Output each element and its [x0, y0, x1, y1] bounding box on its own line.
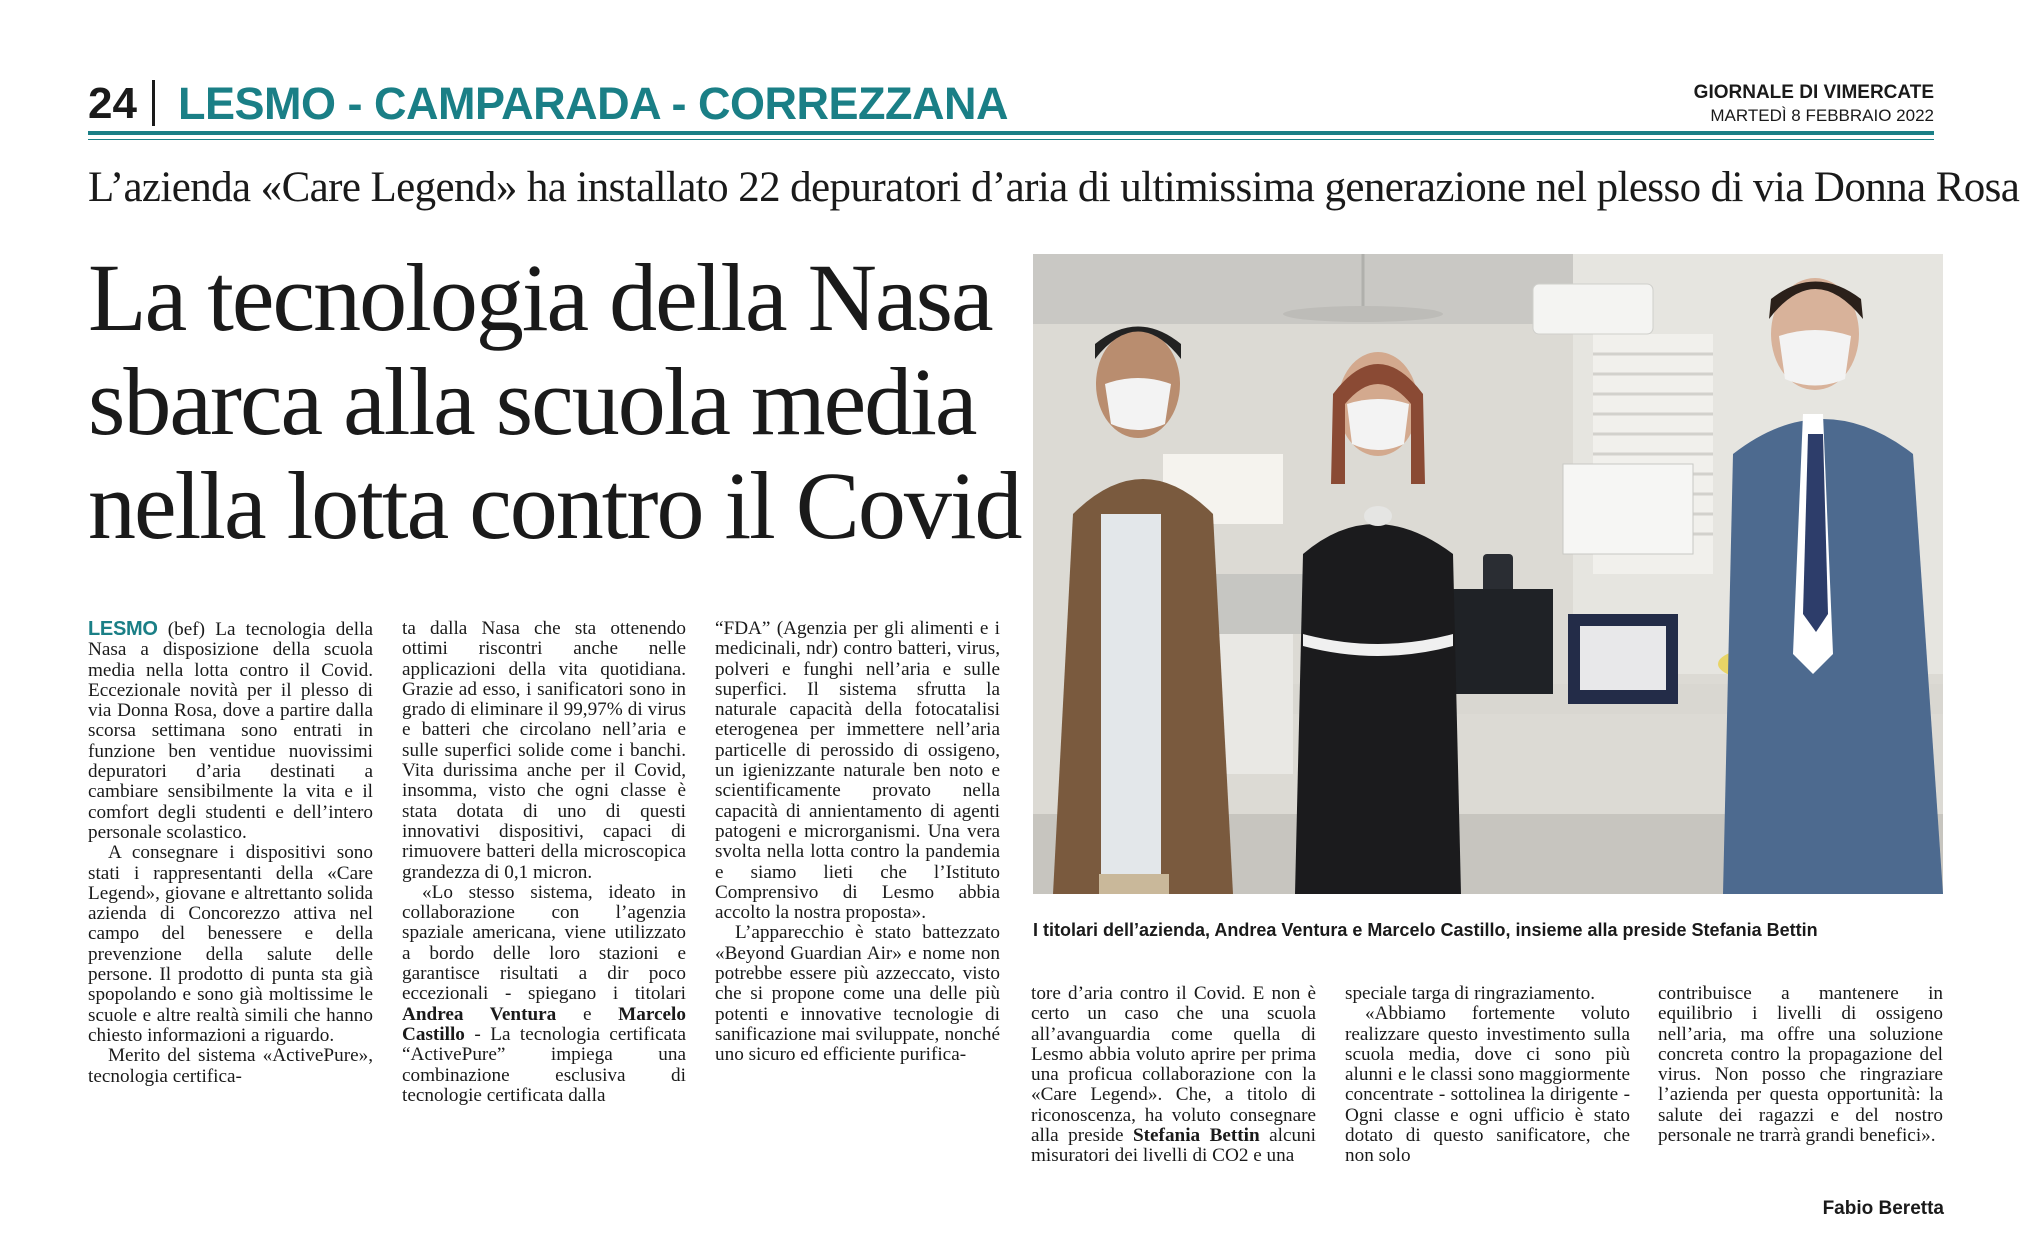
newspaper-name: GIORNALE DI VIMERCATE — [1693, 82, 1934, 103]
person-name: Stefania Bettin — [1132, 1125, 1260, 1147]
article-column-4 — [1031, 984, 1316, 1167]
article-column-2 — [402, 619, 686, 1106]
person-name: Marcelo Castillo — [402, 1003, 686, 1045]
article-column-1 — [88, 619, 373, 1087]
header-divider — [152, 80, 155, 126]
photo-illustration — [1033, 254, 1943, 894]
header-rule — [88, 131, 1934, 135]
section-title: LESMO - CAMPARADA - CORREZZANA — [178, 78, 1008, 129]
paragraph: contribuisce a mantenere in equilibrio i livelli di ossigeno nell’aria, ma offre una soluzione concreta contro la propagazione del virus. Non posso che ringraziare l’azienda per questa opportunità: la salute dei ragazzi e del nostro personale ne trarrà grandi benefici». — [1658, 983, 1943, 1147]
article-kicker: L’azienda «Care Legend» ha installato 22 depuratori d’aria di ultimissima generazione nel plesso di via Donna Rosa — [88, 164, 2020, 211]
paragraph — [1031, 984, 1316, 1167]
paragraph-text: alcuni misuratori dei livelli di CO2 e una — [1031, 1125, 1316, 1167]
header-rule-thin — [88, 139, 1934, 140]
paragraph — [88, 619, 373, 843]
article-photo — [1033, 254, 1943, 894]
paragraph: L’apparecchio è stato battezzato «Beyond Guardian Air» e nome non potrebbe essere più azzeccato, visto che si propone come una delle più potenti e innovative tecnologie di sanificazione mai sviluppate, nonché uno sicuro ed efficiente purifica- — [715, 922, 1000, 1066]
article-column-5 — [1345, 984, 1630, 1167]
article-column-6 — [1658, 984, 1943, 1146]
paragraph: Merito del sistema «ActivePure», tecnologia certifica- — [88, 1045, 373, 1087]
paragraph: speciale targa di ringraziamento. — [1345, 983, 1596, 1004]
article-column-3 — [715, 619, 1000, 1066]
paragraph-text: e — [556, 1003, 619, 1025]
paragraph-text: - La tecnologia certificata “ActivePure” impiega una combinazione esclusiva di tecnologie certificata dalla — [402, 1023, 686, 1106]
dateline-place: LESMO — [88, 618, 158, 640]
paragraph: ta dalla Nasa che sta ottenendo ottimi riscontri anche nelle applicazioni della vita quotidiana. Grazie ad esso, i sanificatori sono in grado di eliminare il 99,97% di virus e batteri che circolano nell’aria e sulle superfici solide come i banchi. Vita durissima anche per il Covid, insomma, visto che ogni classe è stata dotata di uno di questi innovativi dispositivi, capaci di rimuovere batteri della microscopica grandezza di 0,1 micron. — [402, 618, 686, 883]
paragraph: «Abbiamo fortemente voluto realizzare questo investimento sulla scuola media, dove ci sono più alunni e le classi sono maggiormente concentrate - sottolinea la dirigente - Ogni classe e ogni ufficio è stato dotato di questo sanificatore, che non solo — [1345, 1003, 1630, 1167]
photo-caption: I titolari dell’azienda, Andrea Ventura e Marcelo Castillo, insieme alla preside Stefania Bettin — [1033, 920, 1818, 940]
paragraph: A consegnare i dispositivi sono stati i rappresentanti della «Care Legend», giovane e altrettanto solida azienda di Concorezzo attiva nel campo del benessere e della prevenzione della salute delle persone. Il prodotto di punta sta già spopolando e sono già moltissime le scuole e altre realtà simili che hanno chiesto informazioni a riguardo. — [88, 842, 373, 1046]
issue-date: MARTEDÌ 8 FEBBRAIO 2022 — [1710, 106, 1934, 125]
headline-line: sbarca alla scuola media — [88, 348, 976, 455]
page-header — [88, 78, 1934, 130]
paragraph: “FDA” (Agenzia per gli alimenti e i medicinali, ndr) contro batteri, virus, polveri e funghi nell’aria e sulle superfici. Il sistema sfrutta la naturale capacità della fotocatalisi eterogenea per immettere nell’aria particelle di perossido di ossigeno, un igienizzante naturale ben noto e scientificamente provato nella capacità di annientamento di agenti patogeni e microrganismi. Una vera svolta nella lotta contro la pandemia e siamo lieti che l’Istituto Comprensivo di Lesmo abbia accolto la nostra proposta». — [715, 618, 1000, 924]
page-number: 24 — [88, 79, 137, 128]
article-headline — [88, 244, 1021, 559]
paragraph-text: (bef) La tecnologia della Nasa a disposizione della scuola media nella lotta contro il Covid. Eccezionale novità per il plesso di via Donna Rosa, dove a partire dalla scorsa settimana sono entrati in funzione ben ventidue nuovissimi depuratori d’aria destinati a cambiare sensibilmente la vita e il comfort degli studenti e dell’intero personale scolastico. — [88, 619, 373, 843]
paragraph-text: «Lo stesso sistema, ideato in collaborazione con l’agenzia spaziale americana, viene utilizzato a bordo delle loro stazioni e garantisce risultati a dir poco eccezionali - spiegano i titolari — [402, 881, 686, 1005]
person-name: Andrea Ventura — [402, 1003, 557, 1025]
paragraph-text: tore d’aria contro il Covid. E non è certo un caso che una scuola all’avanguardia come quella di Lesmo abbia voluto aprire per prima una proficua collaborazione con la «Care Legend». Che, a titolo di riconoscenza, ha voluto consegnare alla preside — [1031, 983, 1316, 1147]
headline-line: nella lotta contro il Covid — [88, 452, 1021, 559]
paragraph — [402, 883, 686, 1106]
headline-line: La tecnologia della Nasa — [88, 244, 992, 351]
byline: Fabio Beretta — [1822, 1198, 1944, 1219]
